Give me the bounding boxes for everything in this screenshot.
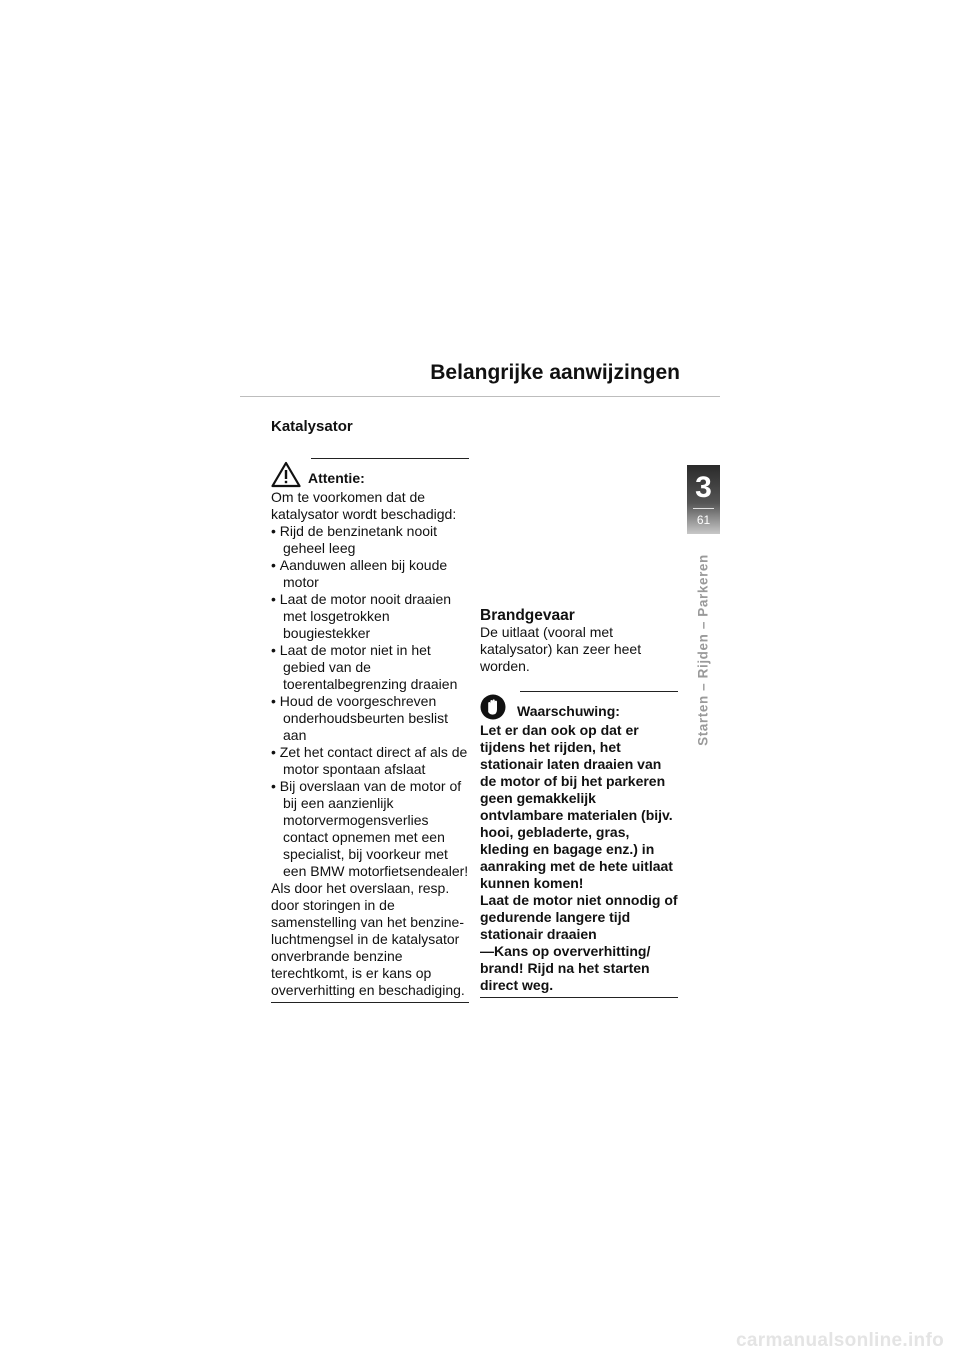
list-item: • Aanduwen alleen bij koude motor <box>271 557 469 591</box>
stop-hand-icon <box>480 694 506 720</box>
attention-closing-text: Als door het overslaan, resp. door storingen in de samenstelling van het benzine-luchtmengsel in de katalysator onverbrande benzine terechtkomt, is er kans op oververhitting en beschadiging. <box>271 880 465 998</box>
footer-watermark: carmanualsonline.info <box>736 1330 944 1351</box>
spacer <box>480 675 678 691</box>
attention-intro: Om te voorkomen dat de katalysator wordt beschadigd: <box>271 489 457 522</box>
list-item: • Laat de motor nooit draaien met losgetrokken bougiestekker <box>271 591 469 642</box>
notice-bottom-rule <box>480 997 678 998</box>
page-title: Belangrijke aanwijzingen <box>430 361 680 384</box>
attention-label: Attentie: <box>308 470 365 486</box>
warning-notice-header <box>480 692 678 722</box>
chapter-tab <box>687 465 720 534</box>
chapter-tab-divider <box>693 508 714 509</box>
warning-label: Waarschuwing: <box>517 703 620 719</box>
fire-hazard-section <box>480 607 678 998</box>
list-item: • Zet het contact direct af als de motor spontaan afslaat <box>271 744 469 778</box>
section-heading-brandgevaar: Brandgevaar <box>480 607 575 624</box>
page-number: 61 <box>696 513 711 527</box>
title-divider <box>240 396 720 397</box>
chapter-number: 3 <box>695 471 712 504</box>
catalyst-section <box>271 418 469 1003</box>
list-item: • Laat de motor niet in het gebied van de toerentalbegrenzing draaien <box>271 642 469 693</box>
attention-notice-header <box>271 459 469 489</box>
warning-triangle-icon <box>271 461 301 488</box>
list-item: • Bij overslaan van de motor of bij een aanzienlijk motorvermogensverlies contact opnemen met een specialist, bij voorkeur met een BMW motorfietsendealer! <box>271 778 469 880</box>
fire-hazard-text: De uitlaat (vooral met katalysator) kan zeer heet worden. <box>480 624 642 674</box>
chapter-side-label: Starten – Rijden – Parkeren <box>695 554 711 746</box>
notice-bottom-rule <box>271 1002 469 1003</box>
warning-text: —Kans op oververhitting/ brand! Rijd na het starten direct weg. <box>480 943 651 993</box>
warning-text: Laat de motor niet onnodig of gedurende langere tijd stationair draaien <box>480 892 678 942</box>
warning-text: Let er dan ook op dat er tijdens het rijden, het stationair laten draaien van de motor of bij het parkeren geen gemakkelijk ontvlambare materialen (bijv. hooi, gebladerte, gras, kleding en bagage enz.) in aanraking met de hete uitlaat kunnen komen! <box>480 722 673 891</box>
list-item: • Houd de voorgeschreven onderhoudsbeurten beslist aan <box>271 693 469 744</box>
attention-bullet-list <box>271 523 469 880</box>
list-item: • Rijd de benzinetank nooit geheel leeg <box>271 523 469 557</box>
section-heading-katalysator: Katalysator <box>271 418 353 435</box>
